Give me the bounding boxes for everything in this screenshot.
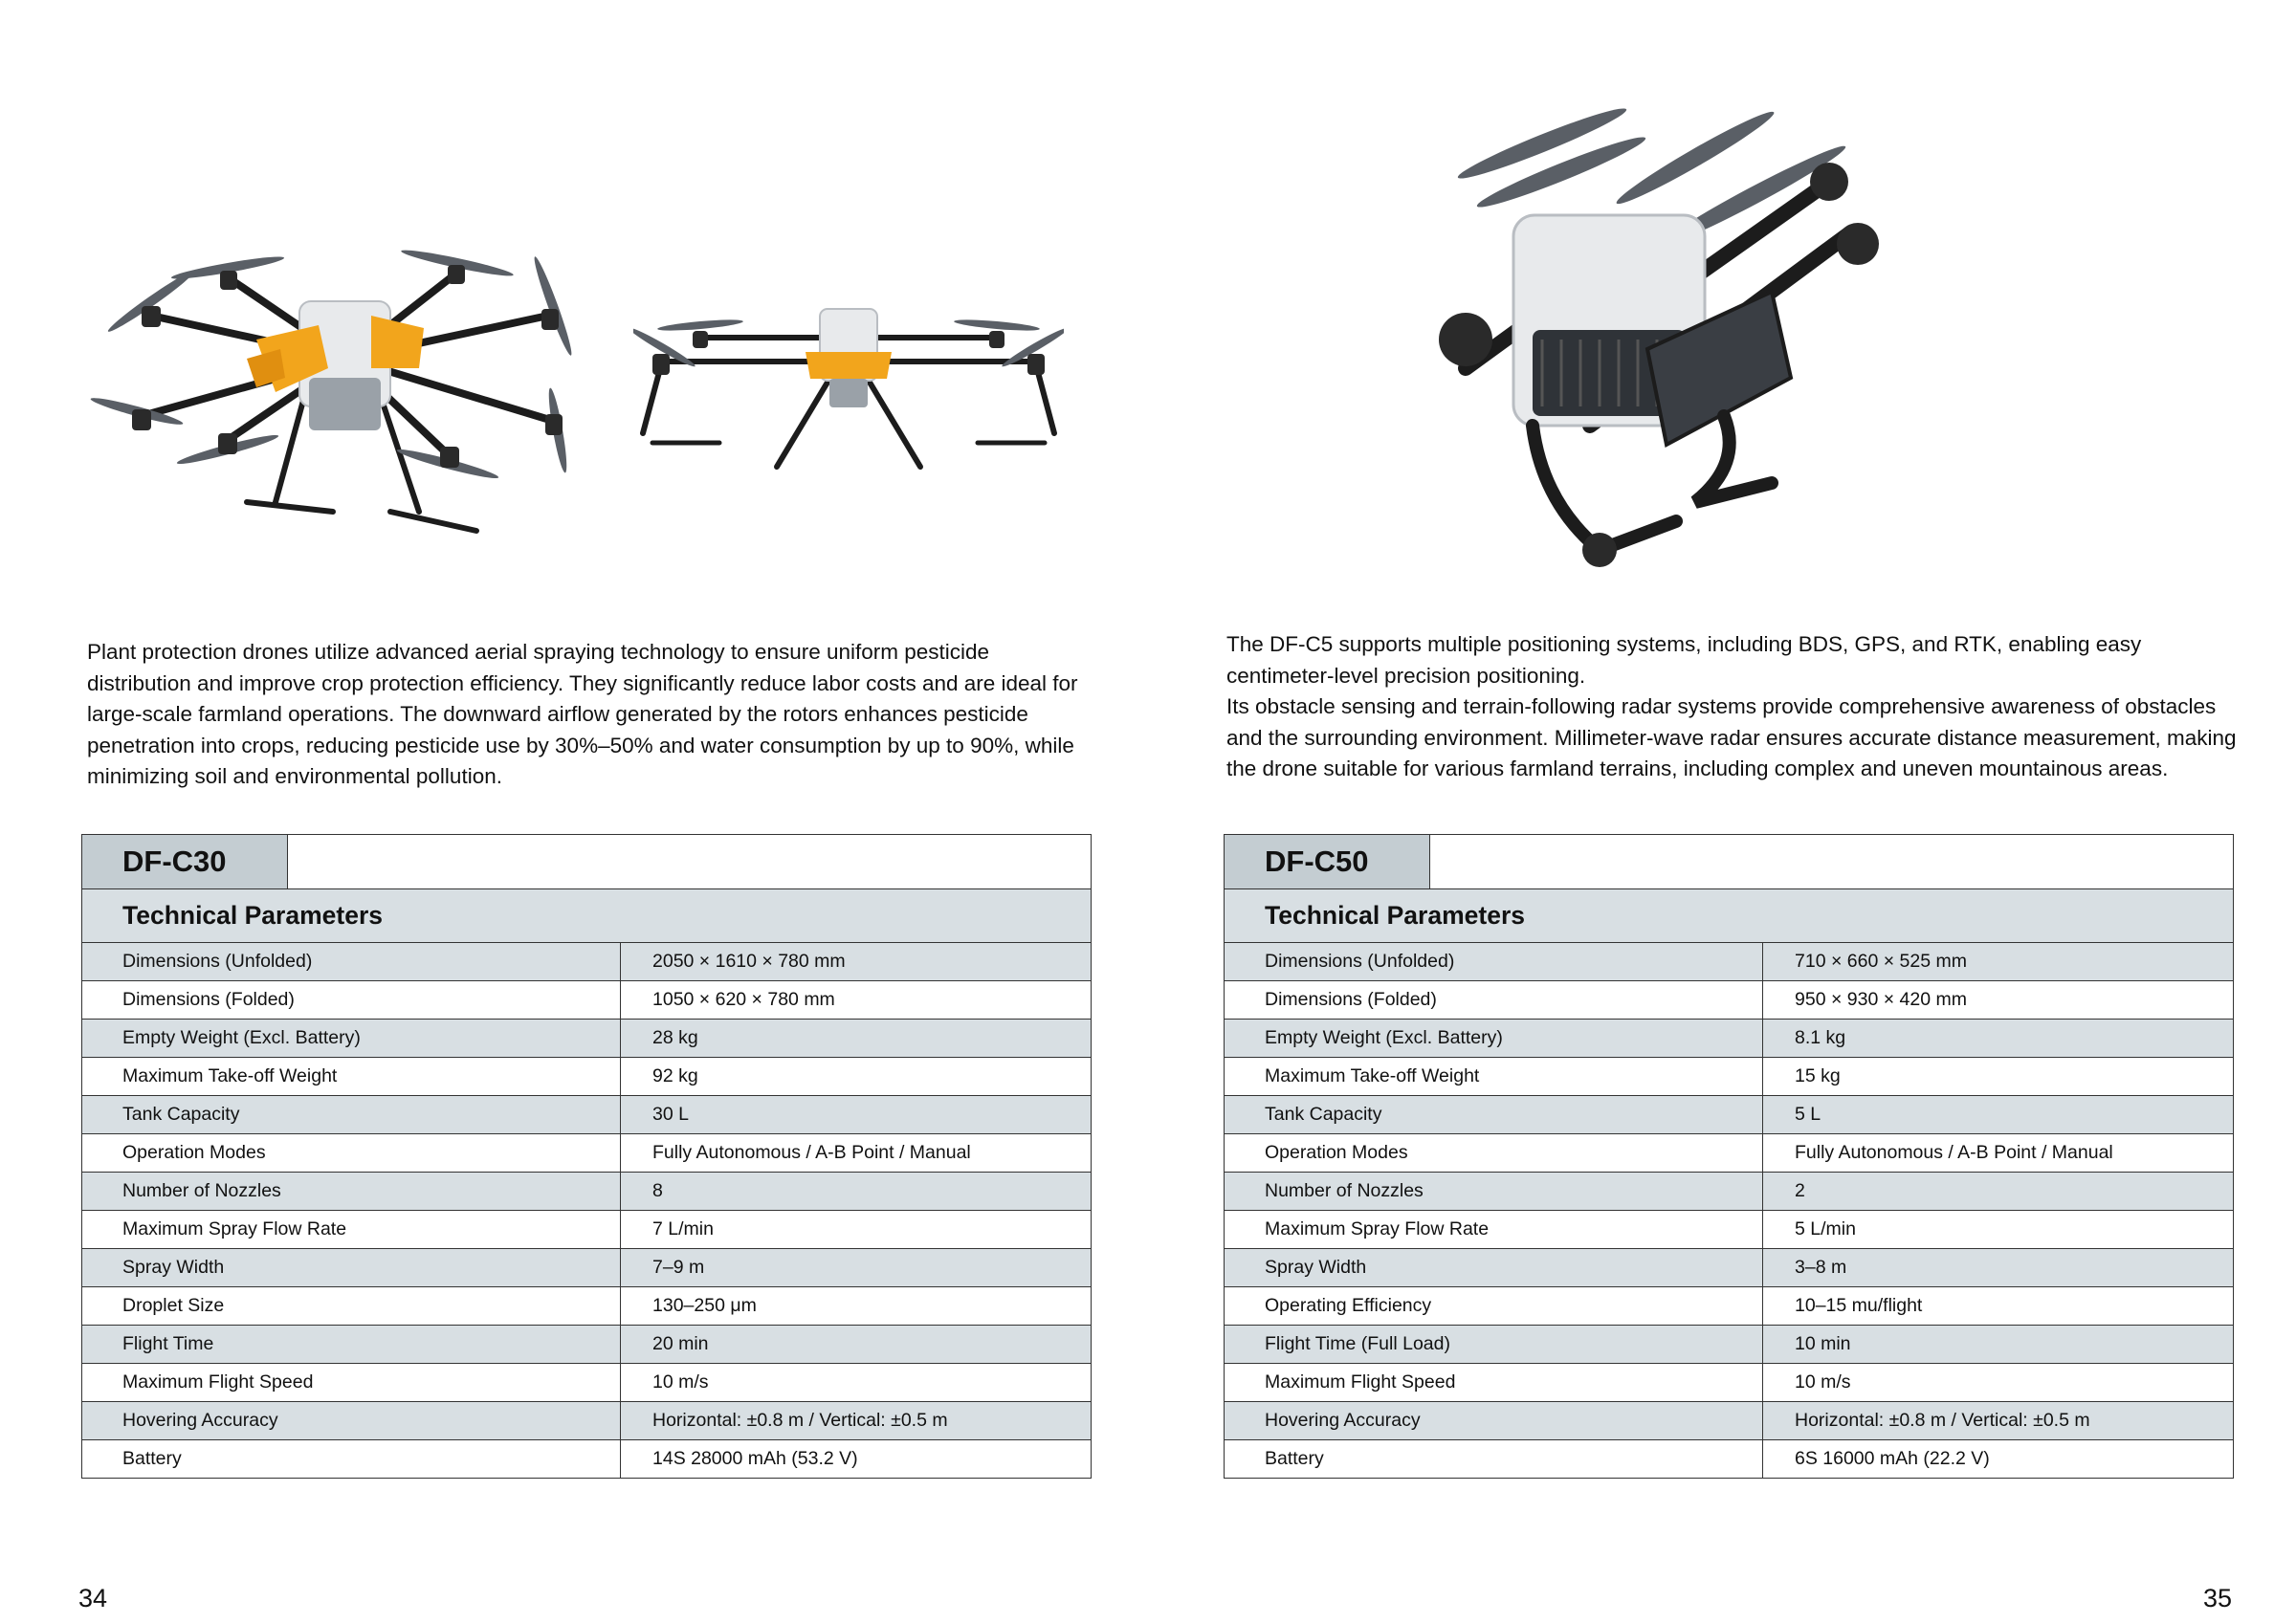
table-row [82,1173,1091,1211]
param-value: 5 L [1763,1096,2234,1134]
param-name: Operating Efficiency [1225,1287,1763,1326]
param-value: 15 kg [1763,1058,2234,1096]
table-row [1225,943,2233,981]
param-value: 92 kg [621,1058,1092,1096]
param-value: Fully Autonomous / A-B Point / Manual [1763,1134,2234,1173]
table-row [82,1326,1091,1364]
param-value: 28 kg [621,1020,1092,1058]
param-name: Empty Weight (Excl. Battery) [1225,1020,1763,1058]
table-row [1225,1249,2233,1287]
intro-paragraph [1226,629,2241,785]
param-name: Maximum Flight Speed [82,1364,621,1402]
param-name: Maximum Spray Flow Rate [1225,1211,1763,1249]
param-value: Fully Autonomous / A-B Point / Manual [621,1134,1092,1173]
table-row [1225,1326,2233,1364]
param-value: 10 min [1763,1326,2234,1364]
param-name: Hovering Accuracy [82,1402,621,1440]
table-row [82,1249,1091,1287]
spec-table-df-c30 [81,834,1092,1479]
intro-text-line: Its obstacle sensing and terrain-following radar systems provide comprehensive awareness of obstacles and the surrounding environment. Millimeter-wave radar ensures accurate distance measurement, making the drone suitable for various farmland terrains, including complex and uneven mountainous areas. [1226,694,2237,780]
param-name: Dimensions (Folded) [1225,981,1763,1020]
table-row [1225,1364,2233,1402]
param-name: Tank Capacity [1225,1096,1763,1134]
param-name: Empty Weight (Excl. Battery) [82,1020,621,1058]
intro-text: Plant protection drones utilize advanced aerial spraying technology to ensure uniform pesticide distribution and improve crop protection efficiency. They significantly reduce labor costs and are ideal for large-scale farmland operations. The downward airflow generated by the rotors enhances pesticide penetration into crops, reducing pesticide use by 30%–50% and water consumption by up to 90%, while minimizing soil and environmental pollution. [87,640,1078,788]
page-right [1148,0,2296,1623]
param-value: 7 L/min [621,1211,1092,1249]
param-value: 130–250 μm [621,1287,1092,1326]
param-name: Dimensions (Unfolded) [82,943,621,981]
table-row [1225,1134,2233,1173]
param-name: Maximum Take-off Weight [82,1058,621,1096]
table-row [1225,1402,2233,1440]
param-value: 8 [621,1173,1092,1211]
table-row [82,1440,1091,1479]
table-row [1225,1020,2233,1058]
table-row [1225,1173,2233,1211]
page-number: 35 [2203,1584,2233,1612]
param-name: Spray Width [82,1249,621,1287]
param-name: Number of Nozzles [82,1173,621,1211]
table-row [82,1211,1091,1249]
table-row [1225,1211,2233,1249]
param-name: Hovering Accuracy [1225,1402,1763,1440]
param-name: Flight Time [82,1326,621,1364]
param-value: 6S 16000 mAh (22.2 V) [1763,1440,2234,1479]
param-name: Maximum Flight Speed [1225,1364,1763,1402]
table-row [82,1020,1091,1058]
table-row [82,1096,1091,1134]
param-value: 5 L/min [1763,1211,2234,1249]
table-row [82,1287,1091,1326]
param-value: 30 L [621,1096,1092,1134]
param-name: Dimensions (Unfolded) [1225,943,1763,981]
param-value: 1050 × 620 × 780 mm [621,981,1092,1020]
section-title: Technical Parameters [1225,889,2233,943]
param-value: Horizontal: ±0.8 m / Vertical: ±0.5 m [621,1402,1092,1440]
param-value: 2 [1763,1173,2234,1211]
intro-paragraph [87,637,1082,793]
table-row [82,1134,1091,1173]
param-name: Battery [1225,1440,1763,1479]
param-name: Maximum Spray Flow Rate [82,1211,621,1249]
param-name: Tank Capacity [82,1096,621,1134]
param-value: 710 × 660 × 525 mm [1763,943,2234,981]
param-value: 20 min [621,1326,1092,1364]
param-value: 14S 28000 mAh (53.2 V) [621,1440,1092,1479]
param-name: Spray Width [1225,1249,1763,1287]
table-row [1225,1096,2233,1134]
param-value: 3–8 m [1763,1249,2234,1287]
param-value: 10 m/s [621,1364,1092,1402]
drone-photo-unfolded-b [633,304,1064,481]
drone-photo-folded [1408,100,1896,598]
param-value: 2050 × 1610 × 780 mm [621,943,1092,981]
param-value: Horizontal: ±0.8 m / Vertical: ±0.5 m [1763,1402,2234,1440]
param-name: Operation Modes [1225,1134,1763,1173]
spec-table-df-c50 [1224,834,2234,1479]
table-row [82,1058,1091,1096]
table-row [82,981,1091,1020]
table-row [1225,1058,2233,1096]
param-name: Operation Modes [82,1134,621,1173]
table-row [82,1364,1091,1402]
parameter-table [82,943,1091,1478]
param-name: Droplet Size [82,1287,621,1326]
drone-photo-unfolded-a [84,225,610,545]
param-name: Maximum Take-off Weight [1225,1058,1763,1096]
param-value: 8.1 kg [1763,1020,2234,1058]
model-name: DF-C30 [82,835,288,888]
model-name: DF-C50 [1225,835,1430,888]
page-number: 34 [78,1584,108,1612]
parameter-table [1225,943,2233,1478]
intro-text-line: The DF-C5 supports multiple positioning systems, including BDS, GPS, and RTK, enabling easy centimeter-level precision positioning. [1226,632,2142,688]
param-value: 10–15 mu/flight [1763,1287,2234,1326]
model-tab-row [82,835,1091,889]
table-row [1225,1440,2233,1479]
param-name: Battery [82,1440,621,1479]
table-row [1225,981,2233,1020]
param-value: 7–9 m [621,1249,1092,1287]
param-name: Number of Nozzles [1225,1173,1763,1211]
table-row [82,943,1091,981]
table-row [82,1402,1091,1440]
param-value: 950 × 930 × 420 mm [1763,981,2234,1020]
param-value: 10 m/s [1763,1364,2234,1402]
model-tab-row [1225,835,2233,889]
section-title: Technical Parameters [82,889,1091,943]
table-row [1225,1287,2233,1326]
param-name: Flight Time (Full Load) [1225,1326,1763,1364]
param-name: Dimensions (Folded) [82,981,621,1020]
